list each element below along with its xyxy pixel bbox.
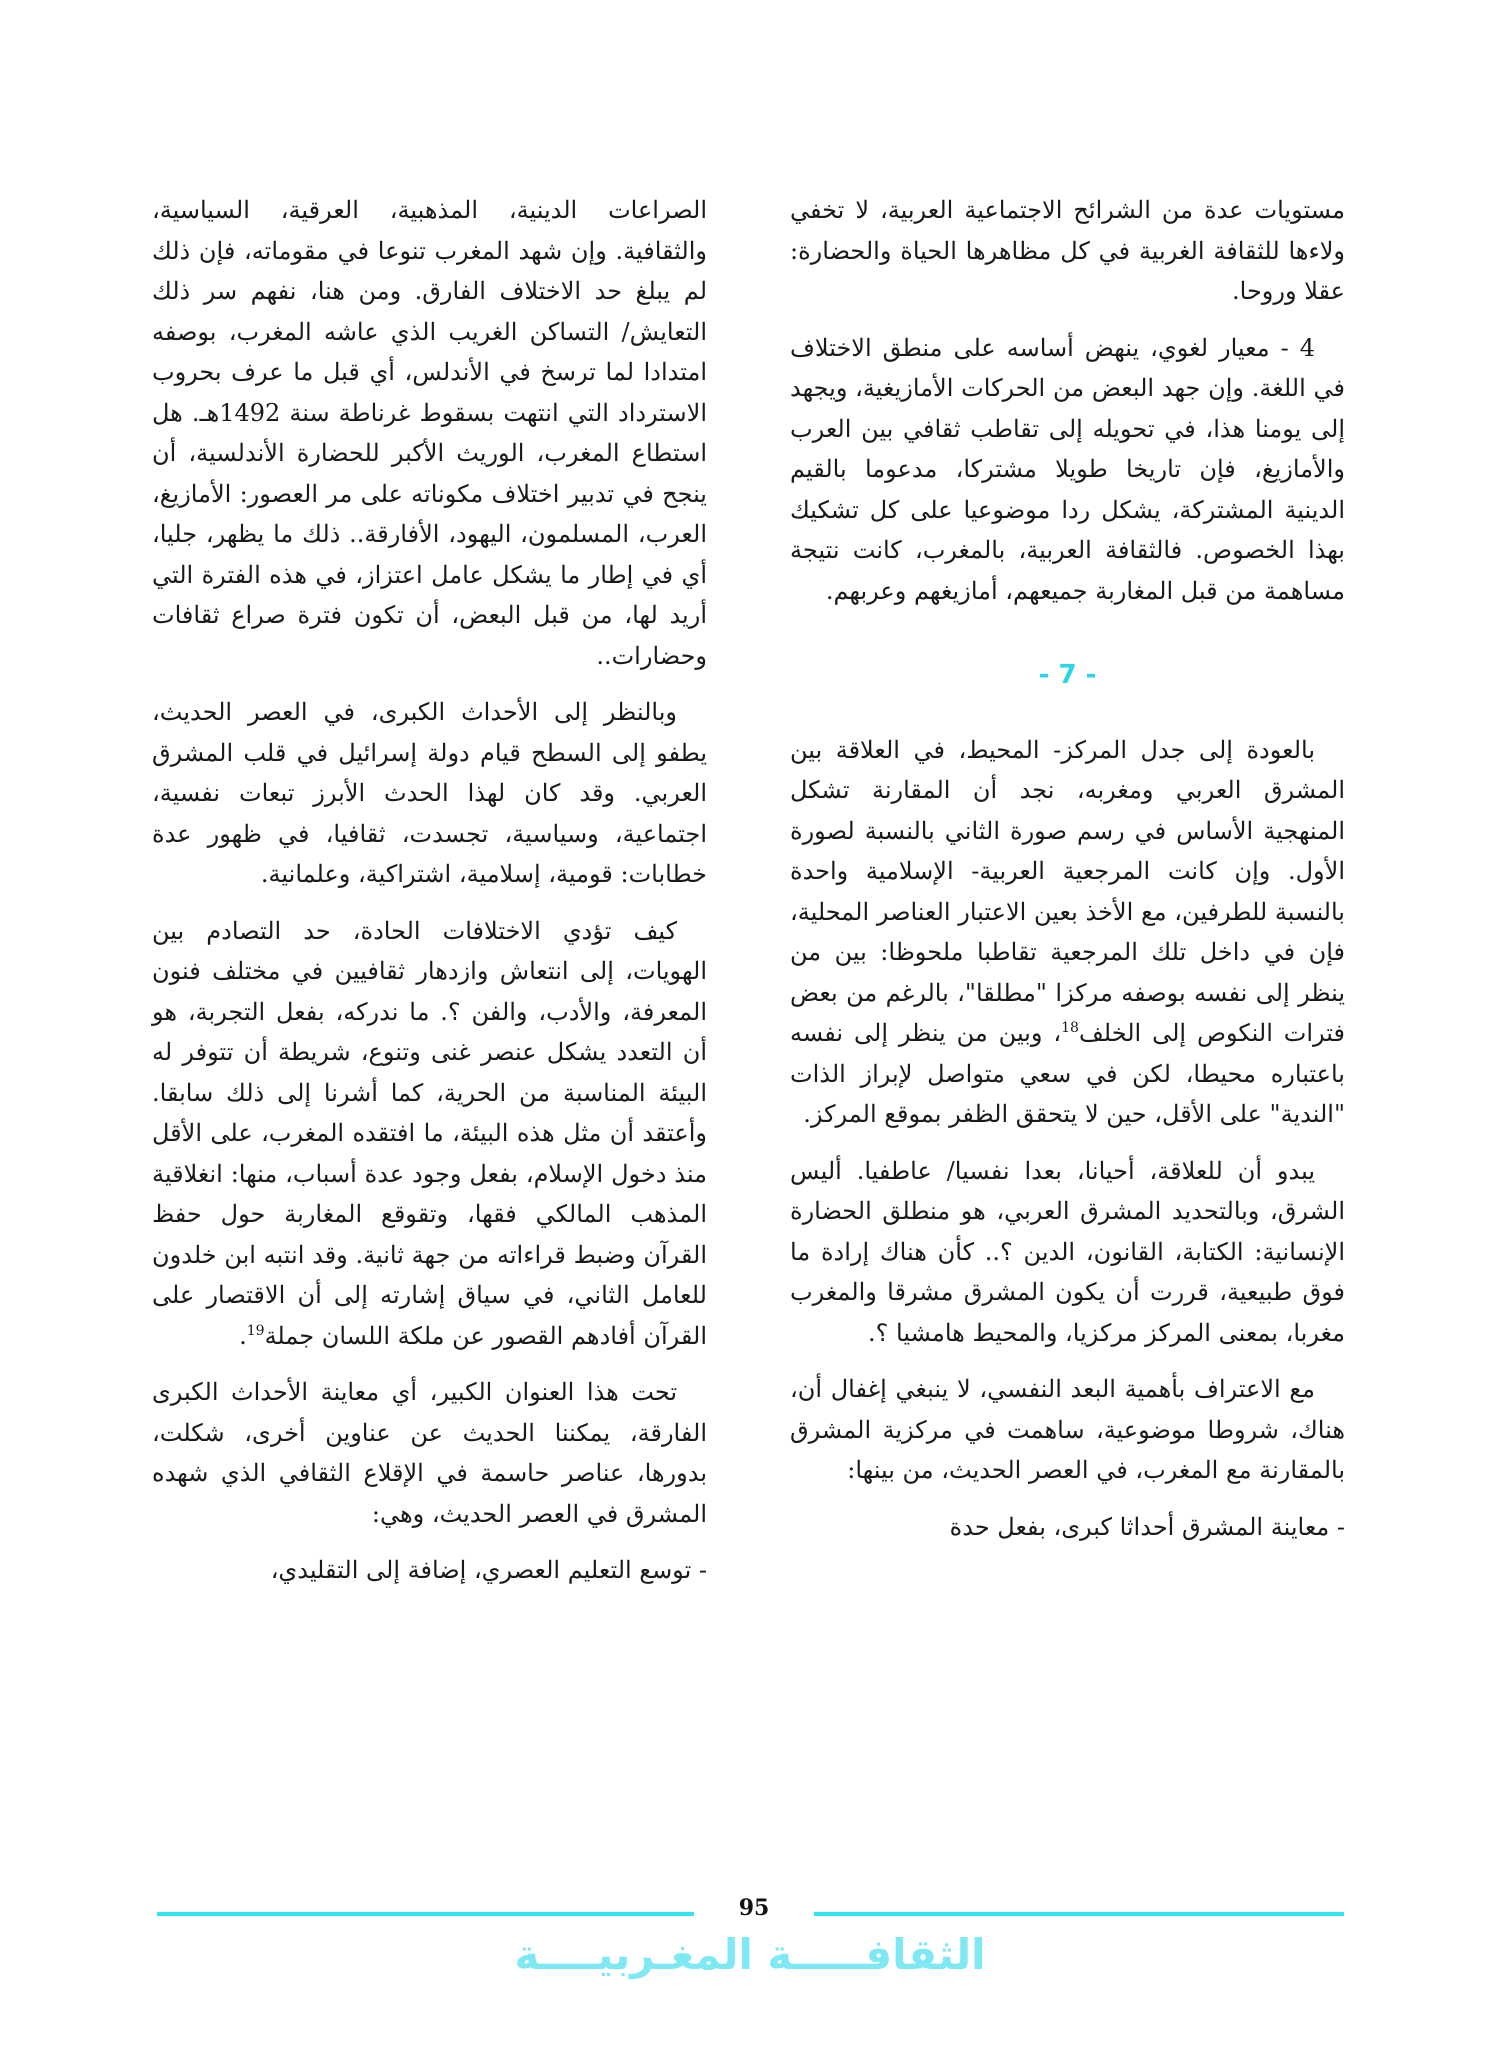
left-column xyxy=(152,190,707,1607)
section-number: - 7 - xyxy=(1038,660,1097,690)
footnote-ref: 18 xyxy=(1061,1020,1079,1036)
paragraph: 4 - معيار لغوي، ينهض أساسه على منطق الاختلاف في اللغة. وإن جهد البعض من الحركات الأمازيغية، ويجهد إلى يومنا هذا، في تحويله إلى تقاطب ثقافي بين العرب والأمازيغ، فإن تاريخا طويلا مشتركا، مدعوما بالقيم الدينية المشتركة، يشكل ردا موضوعيا على كل تشكيك بهذا الخصوص. فالثقافة العربية، بالمغرب، كانت نتيجة مساهمة من قبل المغاربة جميعهم، أمازيغهم وعربهم. xyxy=(790,333,1345,605)
paragraph xyxy=(790,730,1345,1135)
footer-divider-left xyxy=(157,1912,694,1916)
paragraph: مع الاعتراف بأهمية البعد النفسي، لا ينبغي إغفال أن، هناك، شروطا موضوعية، ساهمت في مركزية المشرق بالمقارنة مع المغرب، في العصر الحديث، من بينها: xyxy=(790,1375,1345,1484)
paragraph: وبالنظر إلى الأحداث الكبرى، في العصر الحديث، يطفو إلى السطح قيام دولة إسرائيل في قلب المشرق العربي. وقد كان لهذا الحدث الأبرز تبعات نفسية، اجتماعية، وسياسية، تجسدت، ثقافيا، في ظهور عدة خطابات: قومية، إسلامية، اشتراكية، وعلمانية. xyxy=(152,698,707,888)
list-item: - توسع التعليم العصري، إضافة إلى التقليدي، xyxy=(270,1556,707,1584)
footnote-ref: 19 xyxy=(246,1322,265,1339)
paragraph xyxy=(152,911,707,1357)
paragraph: يبدو أن للعلاقة، أحيانا، بعدا نفسيا/ عاطفيا. أليس الشرق، وبالتحديد المشرق العربي، هو منطلق الحضارة الإنسانية: الكتابة، القانون، الدين ؟.. كأن هناك إرادة ما فوق طبيعية، قررت أن يكون المشرق مشرقا والمغرب مغربا، بمعنى المركز مركزيا، والمحيط هامشيا ؟. xyxy=(790,1156,1345,1347)
paragraph: تحت هذا العنوان الكبير، أي معاينة الأحداث الكبرى الفارقة، يمكننا الحديث عن عناوين أخرى، شكلت، بدورها، عناصر حاسمة في الإقلاع الثقافي الذي شهده المشرق في العصر الحديث، وهي: xyxy=(152,1378,707,1528)
paragraph-text: كيف تؤدي الاختلافات الحادة، حد التصادم بين الهويات، إلى انتعاش وازدهار ثقافيين في مختلف فنون المعرفة، والأدب، والفن ؟. ما ندركه، بفعل التجربة، هو أن التعدد يشكل عنصر غنى وتنوع، شريطة أن تتوفر له البيئة المناسبة من الحرية، كما أشرنا إلى ذلك سابقا. وأعتقد أن مثل هذه البيئة، ما افتقده المغرب، على الأقل منذ دخول الإسلام، بفعل وجود عدة أسباب، منها: انغلاقية المذهب المالكي فقها، وتقوقع المغاربة حول حفظ القرآن وضبط قراءاته من جهة ثانية. وقد انتبه ابن خلدون للعامل الثاني، في سياق إشارته إلى أن الاقتصار على القرآن أفادهم القصور عن ملكة اللسان جملة xyxy=(152,916,707,1350)
paragraph: الصراعات الدينية، المذهبية، العرقية، السياسية، والثقافية. وإن شهد المغرب تنوعا في مقوماته، فإن ذلك لم يبلغ حد الاختلاف الفارق. ومن هنا، نفهم سر ذلك التعايش/ التساكن الغريب الذي عاشه المغرب، بوصفه امتدادا لما ترسخ في الأندلس، أي قبل ما عرف بحروب الاسترداد التي انتهت بسقوط غرناطة سنة 1492هـ. هل استطاع المغرب، الوريث الأكبر للحضارة الأندلسية، أن ينجح في تدبير اختلاف مكوناته على مر العصور: الأمازيغ، العرب، المسلمون، اليهود، الأفارقة.. ذلك ما يظهر، جليا، أي في إطار ما يشكل عامل اعتزاز، في هذه الفترة التي أريد لها، من قبل البعض، أن تكون فترة صراع ثقافات وحضارات.. xyxy=(152,196,707,670)
paragraph-text: ، وبين من ينظر إلى نفسه باعتباره محيطا، لكن في سعي متواصل لإبراز الذات "الندية" على الأقل، حين لا يتحقق الظفر بموقع المركز. xyxy=(790,1019,1345,1128)
paragraph-text: بالعودة إلى جدل المركز- المحيط، في العلاقة بين المشرق العربي ومغربه، نجد أن المقارنة تشكل المنهجية الأساس في رسم صورة الثاني بالنسبة لصورة الأول. وإن كانت المرجعية العربية- الإسلامية واحدة بالنسبة للطرفين، مع الأخذ بعين الاعتبار العناصر المحلية، فإن في داخل تلك المرجعية تقاطبا ملحوظا: بين من ينظر إلى نفسه بوصفه مركزا "مطلقا"، بالرغم من بعض فترات النكوص إلى الخلف xyxy=(790,735,1345,1047)
paragraph-text: . xyxy=(239,1321,247,1350)
paragraph: مستويات عدة من الشرائح الاجتماعية العربية، لا تخفي ولاءها للثقافة الغربية في كل مظاهرها الحياة والحضارة: عقلا وروحا. xyxy=(790,196,1345,305)
page-number: 95 xyxy=(738,1895,770,1921)
right-column xyxy=(790,190,1345,1563)
journal-title: الثقافـــــة المغـربيــــة xyxy=(514,1930,986,1979)
footer-divider-right xyxy=(814,1912,1344,1916)
list-item: - معاينة المشرق أحداثا كبرى، بفعل حدة xyxy=(949,1512,1345,1541)
